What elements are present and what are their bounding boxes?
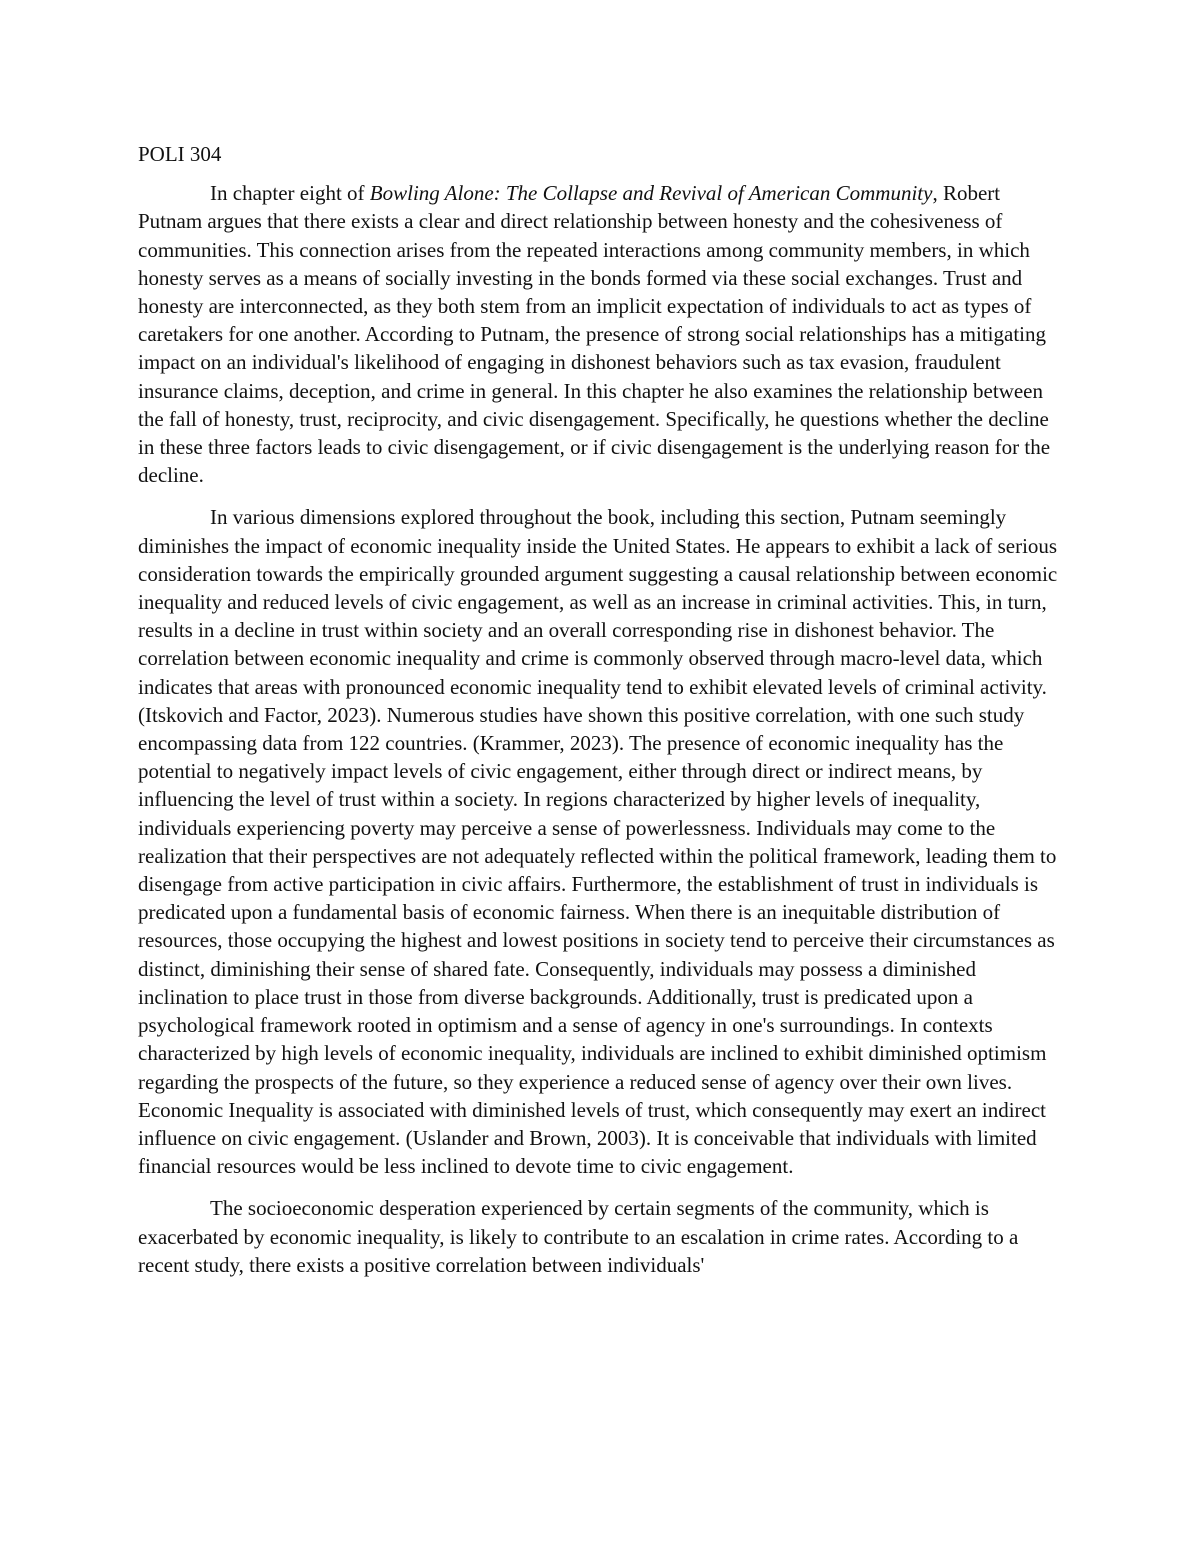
paragraph-1-body: , Robert Putnam argues that there exists a clear and direct relationship between honesty and the cohesiveness of communities. This connection arises from the repeated interactions among community members, in which honesty serves as a means of socially investing in the bonds formed via these social exchanges. Trust and honesty are interconnected, as they both stem from an implicit expectation of individuals to act as types of caretakers for one another. According to Putnam, the presence of strong social relationships has a mitigating impact on an individual's likelihood of engaging in dishonest behaviors such as tax evasion, fraudulent insurance claims, deception, and crime in general. In this chapter he also examines the relationship between the fall of honesty, trust, reciprocity, and civic disengagement. Specifically, he questions whether the decline in these three factors leads to civic disengagement, or if civic disengagement is the underlying reason for the decline. xyxy=(138,181,1051,488)
paragraph-2: In various dimensions explored throughout the book, including this section, Putnam seemingly diminishes the impact of economic inequality inside the United States. He appears to exhibit a lack of serious consideration towards the empirically grounded argument suggesting a causal relationship between economic inequality and reduced levels of civic engagement, as well as an increase in criminal activities. This, in turn, results in a decline in trust within society and an overall corresponding rise in dishonest behavior. The correlation between economic inequality and crime is commonly observed through macro-level data, which indicates that areas with pronounced economic inequality tend to exhibit elevated levels of criminal activity. (Itskovich and Factor, 2023). Numerous studies have shown this positive correlation, with one such study encompassing data from 122 countries. (Krammer, 2023). The presence of economic inequality has the potential to negatively impact levels of civic engagement, either through direct or indirect means, by influencing the level of trust within a society. In regions characterized by higher levels of inequality, individuals experiencing poverty may perceive a sense of powerlessness. Individuals may come to the realization that their perspectives are not adequately reflected within the political framework, leading them to disengage from active participation in civic affairs. Furthermore, the establishment of trust in individuals is predicated upon a fundamental basis of economic fairness. When there is an inequitable distribution of resources, those occupying the highest and lowest positions in society tend to perceive their circumstances as distinct, diminishing their sense of shared fate. Consequently, individuals may possess a diminished inclination to place trust in those from diverse backgrounds. Additionally, trust is predicated upon a psychological framework rooted in optimism and a sense of agency in one's surroundings. In contexts characterized by high levels of economic inequality, individuals are inclined to exhibit diminished optimism regarding the prospects of the future, so they experience a reduced sense of agency over their own lives. Economic Inequality is associated with diminished levels of trust, which consequently may exert an indirect influence on civic engagement. (Uslander and Brown, 2003). It is conceivable that individuals with limited financial resources would be less inclined to devote time to civic engagement. xyxy=(138,505,1058,1179)
paragraph-3: The socioeconomic desperation experienced by certain segments of the community, which is exacerbated by economic inequality, is likely to contribute to an escalation in crime rates. According to a recent study, there exists a positive correlation between individuals' xyxy=(138,1196,1019,1277)
document-body xyxy=(138,140,1058,1293)
course-label: POLI 304 xyxy=(138,142,222,166)
paragraph-1 xyxy=(138,179,1058,489)
book-title: Bowling Alone: The Collapse and Revival of American Community xyxy=(369,181,933,206)
paragraph-1-intro: In chapter eight of xyxy=(210,181,370,206)
